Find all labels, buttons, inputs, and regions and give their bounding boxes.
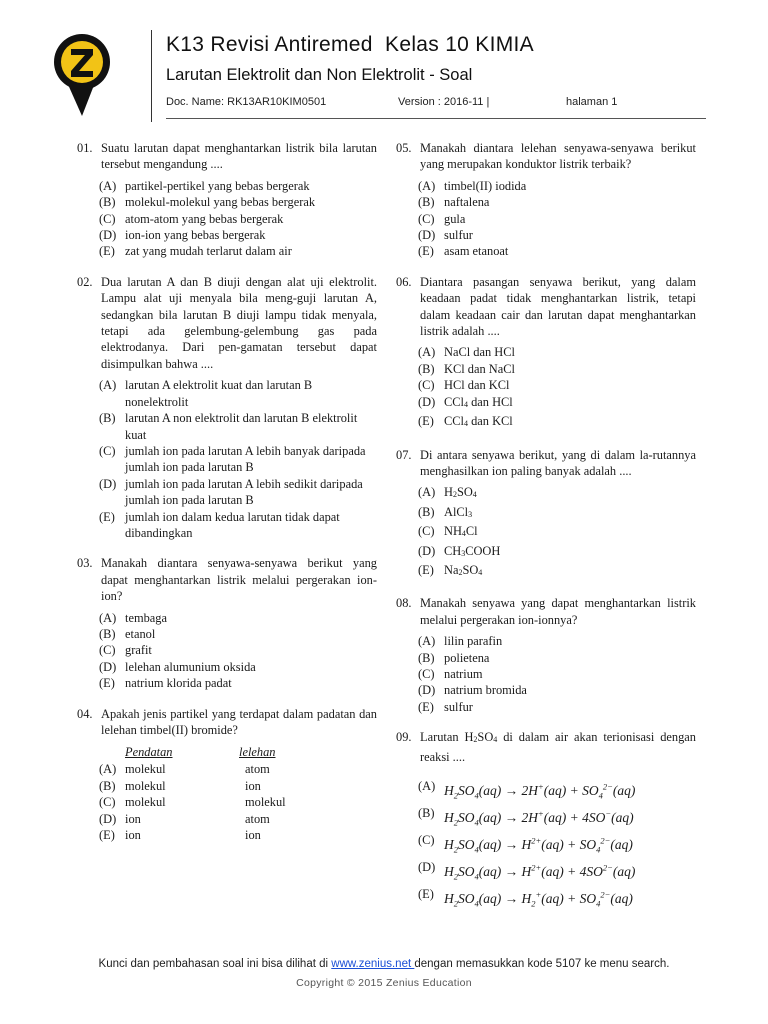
answer-option: (B) larutan A non elektrolit dan larutan B elektrolit kuat <box>99 411 358 442</box>
question-stem: Dua larutan A dan B diuji dengan alat uji elektrolit. Lampu alat uji menyala bila meng-guji larutan A, sedangkan bila larutan B diuji lampu tidak menyala, tetapi ada gelembung-gelembung gas pada elektrodanya. Dari pen-gamatan tersebut dapat disimpulkan bahwa .... <box>101 274 377 371</box>
question-04 <box>77 706 377 844</box>
header-divider <box>151 30 152 122</box>
question-05 <box>396 140 696 260</box>
question-03 <box>77 555 377 691</box>
document-title: K13 Revisi Antiremed Kelas 10 KIMIA <box>166 33 534 56</box>
answer-option: (E) jumlah ion dalam kedua larutan tidak dapat dibandingkan <box>99 509 340 540</box>
question-02 <box>77 274 377 542</box>
answer-option-equation: (A) $H_2SO_4(aq) \to 2H^+(aq) + SO_4^{2-}(aq)$ <box>418 779 636 801</box>
answer-option: (A) NaCl dan HCl <box>418 345 515 360</box>
zenius-logo <box>52 32 112 118</box>
question-stem: Manakah diantara lelehan senyawa-senyawa berikut yang merupakan konduktor listrik terbaik? <box>420 141 696 172</box>
answer-table-header <box>99 744 377 761</box>
answer-option: (D) sulfur <box>418 228 473 243</box>
answer-table <box>99 744 377 843</box>
answer-option: (A) H2SO4 <box>418 485 477 500</box>
answer-options <box>418 178 696 260</box>
answer-option: (E) sulfur <box>418 699 473 714</box>
answer-options <box>99 178 377 260</box>
answer-option: (B) AlCl3 <box>418 504 473 519</box>
answer-option: (C) jumlah ion pada larutan A lebih banyak daripada jumlah ion pada larutan B <box>99 443 366 475</box>
header-rule <box>166 118 706 119</box>
answer-option: (E) natrium klorida padat <box>99 676 232 691</box>
question-06 <box>396 274 696 433</box>
question-stem: Manakah diantara senyawa-senyawa berikut yang dapat menghantarkan listrik melalui pergerakan ion-ion? <box>101 556 377 604</box>
answer-options <box>418 344 696 432</box>
answer-option: (C) NH4Cl <box>418 524 478 539</box>
answer-option: (D) CCl4 dan HCl <box>418 394 513 409</box>
document-header <box>0 0 768 124</box>
answer-option: (D) CH3COOH <box>418 543 501 558</box>
question-01 <box>77 140 377 260</box>
answer-option: (A) larutan A elektrolit kuat dan larutan B nonelektrolit <box>99 378 313 409</box>
question-number: 09. <box>396 730 412 745</box>
question-number: 06. <box>396 274 412 289</box>
question-stem: Di antara senyawa berikut, yang di dalam la-rutannya menghasilkan ion paling banyak adalah .... <box>420 447 696 478</box>
answer-option: (A) timbel(II) iodida <box>418 178 527 193</box>
question-number: 07. <box>396 447 412 462</box>
answer-option: (C) grafit <box>99 643 152 658</box>
answer-option: (D) ion-ion yang bebas bergerak <box>99 228 266 243</box>
answer-option: (B) KCl dan NaCl <box>418 361 515 376</box>
answer-option: (B) molekul-molekul yang bebas bergerak <box>99 195 316 210</box>
question-number: 02. <box>77 274 93 289</box>
answer-option: (D) jumlah ion pada larutan A lebih sedikit daripada jumlah ion pada larutan B <box>99 476 363 508</box>
answer-option: (A) molekul atom <box>99 762 270 777</box>
question-number: 08. <box>396 596 412 611</box>
question-stem: Larutan H2SO4 di dalam air akan terionisasi dengan reaksi .... <box>420 730 696 764</box>
question-stem: Suatu larutan dapat menghantarkan listrik bila larutan tersebut mengandung .... <box>101 141 377 172</box>
answer-option: (E) CCl4 dan KCl <box>418 414 513 429</box>
question-09 <box>396 729 696 908</box>
question-stem: Manakah senyawa yang dapat menghantarkan listrik melalui pergerakan ion-ionnya? <box>420 596 696 627</box>
answer-options <box>99 610 377 692</box>
answer-option: (E) zat yang mudah terlarut dalam air <box>99 244 292 259</box>
answer-option: (B) polietena <box>418 650 490 665</box>
question-stem: Apakah jenis partikel yang terdapat dalam padatan dan lelehan timbel(II) bromide? <box>101 706 377 737</box>
answer-option: (E) Na2SO4 <box>418 562 483 577</box>
zenius-link[interactable]: www.zenius.net <box>331 958 415 970</box>
answer-option: (B) molekul ion <box>99 778 261 793</box>
answer-option: (E) ion ion <box>99 827 261 842</box>
answer-option: (D) ion atom <box>99 811 270 826</box>
answer-option: (A) tembaga <box>99 610 167 625</box>
copyright: Copyright © 2015 Zenius Education <box>296 977 472 989</box>
answer-option: (C) atom-atom yang bebas bergerak <box>99 211 284 226</box>
question-07 <box>396 447 696 582</box>
answer-option: (D) natrium bromida <box>418 683 527 698</box>
answer-option: (D) lelehan alumunium oksida <box>99 659 256 674</box>
doc-name: Doc. Name: RK13AR10KIM0501 <box>166 96 327 108</box>
answer-option: (A) partikel-pertikel yang bebas bergerak <box>99 178 310 193</box>
answer-options <box>418 773 696 908</box>
answer-option: (C) molekul molekul <box>99 795 286 810</box>
question-number: 04. <box>77 706 93 721</box>
answer-option: (A) lilin parafin <box>418 634 503 649</box>
answer-option-equation: (E) $H_2SO_4(aq) \to H_2^+(aq) + SO_4^{2-}(aq)$ <box>418 887 633 909</box>
answer-option: (B) etanol <box>99 626 156 641</box>
column-header-padatan: Pendatan <box>125 745 173 760</box>
document-subtitle: Larutan Elektrolit dan Non Elektrolit - Soal <box>166 66 473 84</box>
doc-version: Version : 2016-11 | <box>398 96 490 108</box>
column-header-lelehan: lelehan <box>239 745 276 760</box>
answer-option: (E) asam etanoat <box>418 244 509 259</box>
page-number: halaman 1 <box>566 96 618 108</box>
question-number: 03. <box>77 556 93 571</box>
answer-option: (C) gula <box>418 211 466 226</box>
answer-option-equation: (B) $H_2SO_4(aq) \to 2H^+(aq) + 4SO^-(aq)$ <box>418 806 634 828</box>
question-number: 01. <box>77 141 93 155</box>
answer-options <box>418 633 696 715</box>
question-08 <box>396 595 696 715</box>
answer-option-equation: (C) $H_2SO_4(aq) \to H^{2+}(aq) + SO_4^{2-}(aq)$ <box>418 833 633 855</box>
left-column <box>77 140 377 857</box>
answer-option: (B) naftalena <box>418 195 490 210</box>
right-column <box>396 140 696 922</box>
answer-options <box>418 484 696 581</box>
question-number: 05. <box>396 141 412 155</box>
answer-option: (C) natrium <box>418 666 483 681</box>
answer-option: (C) HCl dan KCl <box>418 378 510 393</box>
answer-option-equation: (D) $H_2SO_4(aq) \to H^{2+}(aq) + 4SO^{2-}(aq)$ <box>418 860 636 882</box>
footer-note: Kunci dan pembahasan soal ini bisa dilihat di www.zenius.net dengan memasukkan kode 5107 ke menu search. <box>98 958 670 970</box>
answer-options <box>99 377 377 541</box>
question-stem: Diantara pasangan senyawa berikut, yang dalam keadaan padat tidak menghantarkan listrik, tetapi dalam keadaan cair dan larutan dapat menghantarkan listrik adalah .... <box>420 274 696 339</box>
